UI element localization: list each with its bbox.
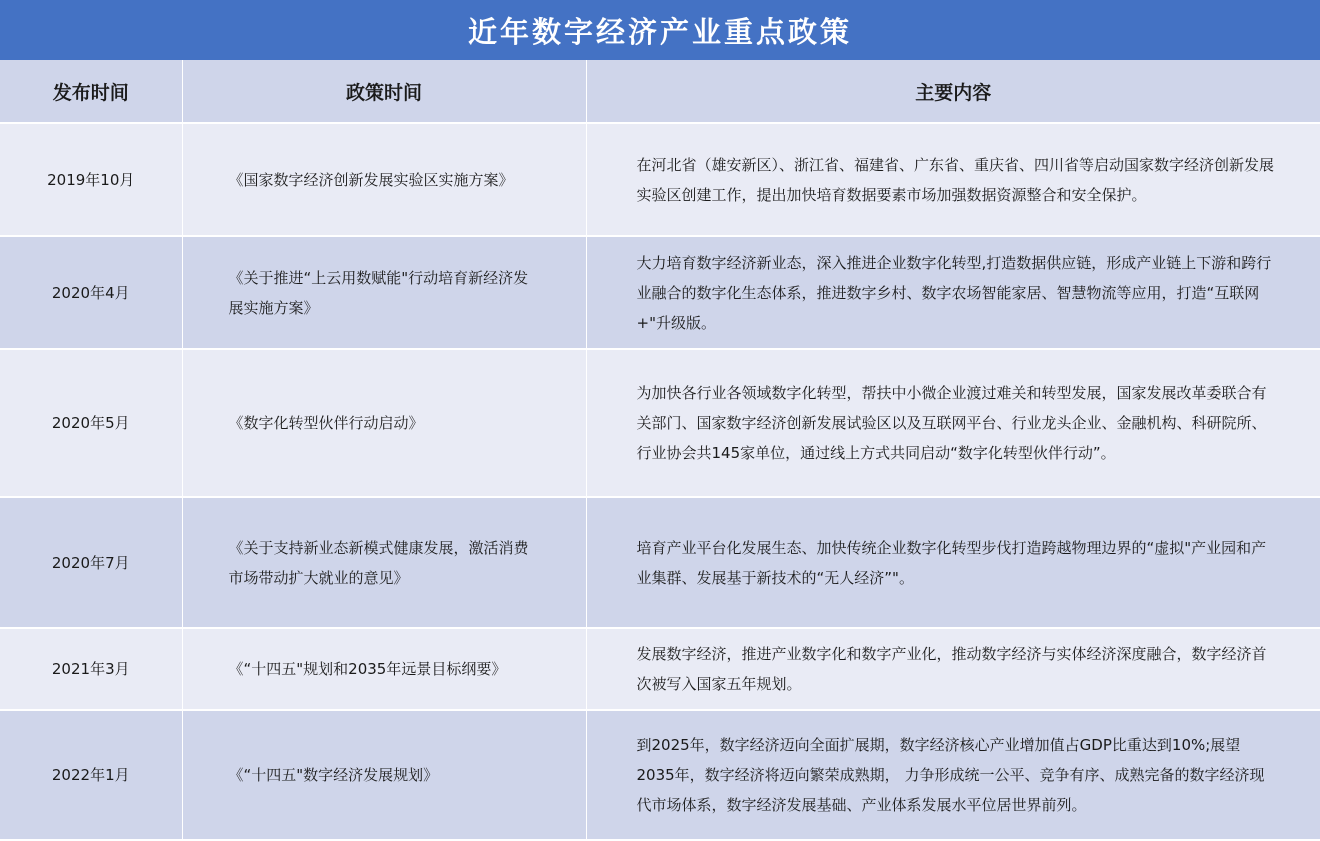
table-row (0, 497, 1320, 628)
table-header-row (0, 60, 1320, 123)
table-row (0, 628, 1320, 710)
policy-table (0, 60, 1320, 841)
table-row (0, 710, 1320, 840)
row-policy: 《关于支持新业态新模式健康发展，激活消费市场带动扩大就业的意见》 (182, 497, 586, 628)
row-date: 2022年1月 (0, 710, 182, 840)
table-row (0, 236, 1320, 349)
row-content: 培育产业平台化发展生态、加快传统企业数字化转型步伐打造跨越物理边界的“虚拟"产业园和产业集群、发展基于新技术的“无人经济”"。 (586, 497, 1320, 628)
row-policy: 《国家数字经济创新发展实验区实施方案》 (182, 123, 586, 236)
row-date: 2020年7月 (0, 497, 182, 628)
header-date: 发布时间 (0, 60, 182, 123)
table-row (0, 349, 1320, 497)
page-title: 近年数字经济产业重点政策 (0, 0, 1320, 60)
row-policy: 《数字化转型伙伴行动启动》 (182, 349, 586, 497)
row-content: 大力培育数字经济新业态，深入推进企业数字化转型,打造数据供应链，形成产业链上下游和跨行业融合的数字化生态体系，推进数字乡村、数字农场智能家居、智慧物流等应用，打造“互联网+"升级版。 (586, 236, 1320, 349)
row-policy: 《关于推进“上云用数赋能"行动培育新经济发展实施方案》 (182, 236, 586, 349)
header-policy: 政策时间 (182, 60, 586, 123)
row-content: 在河北省（雄安新区）、浙江省、福建省、广东省、重庆省、四川省等启动国家数字经济创新发展实验区创建工作，提出加快培育数据要素市场加强数据资源整合和安全保护。 (586, 123, 1320, 236)
row-date: 2020年5月 (0, 349, 182, 497)
row-content: 到2025年，数字经济迈向全面扩展期，数字经济核心产业增加值占GDP比重达到10%;展望2035年，数字经济将迈向繁荣成熟期， 力争形成统一公平、竞争有序、成熟完备的数字经济现代市场体系，数字经济发展基础、产业体系发展水平位居世界前列。 (586, 710, 1320, 840)
row-date: 2019年10月 (0, 123, 182, 236)
row-content: 为加快各行业各领域数字化转型，帮扶中小微企业渡过难关和转型发展，国家发展改革委联合有关部门、国家数字经济创新发展试验区以及互联网平台、行业龙头企业、金融机构、科研院所、行业协会共145家单位，通过线上方式共同启动“数字化转型伙伴行动”。 (586, 349, 1320, 497)
header-content: 主要内容 (586, 60, 1320, 123)
row-policy: 《“十四五"数字经济发展规划》 (182, 710, 586, 840)
row-date: 2020年4月 (0, 236, 182, 349)
row-policy: 《“十四五"规划和2035年远景目标纲要》 (182, 628, 586, 710)
row-date: 2021年3月 (0, 628, 182, 710)
row-content: 发展数字经济，推进产业数字化和数字产业化，推动数字经济与实体经济深度融合，数字经济首次被写入国家五年规划。 (586, 628, 1320, 710)
table-row (0, 123, 1320, 236)
